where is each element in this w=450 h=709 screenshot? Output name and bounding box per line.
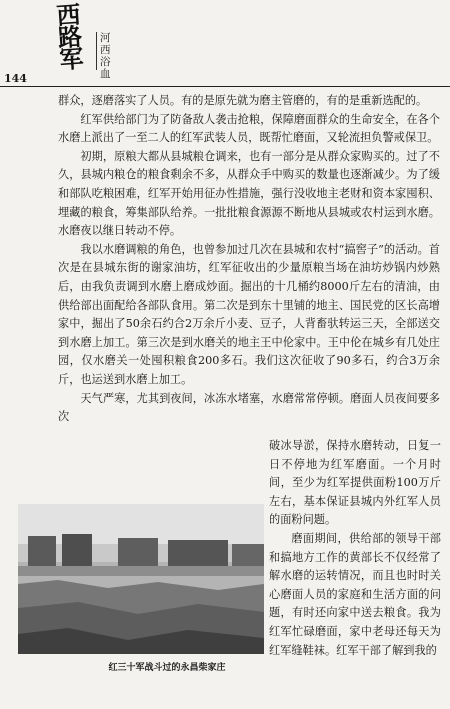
logo-char: 军 xyxy=(58,43,83,75)
photo-illustration xyxy=(18,504,264,654)
logo-char: 西 xyxy=(55,0,80,31)
paragraph: 群众，逐磨落实了人员。有的是原先就为磨主管磨的，有的是重新选配的。 xyxy=(58,94,428,107)
page-number: 144 xyxy=(4,72,27,85)
wrapped-text xyxy=(269,437,441,660)
paragraph: 我以水磨调粮的角色，也曾参加过几次在县城和农村“搞窖子”的活动。首次是在县城东街的谢家油坊，红军征收出的少量原粮当场在油坊炒锅内炒熟后，由我负责调到水磨上磨成炒面。掘出的十几桶约8000斤左右的清油，由供给部出面配给各部队食用。第二次是到东十里铺的地主、国民党的区长高增家中，掘出了50余石约合2万余斤小麦、豆子，人背畜驮转运三天，全部送交到水磨上加工。第三次是到水磨关的地主王中伦家中。王中伦在城乡有几处庄园，仅水磨关一处囤积粮食200多石。我们这次征收了90多石，约合3万余斤，也运送到水磨上加工。 xyxy=(58,242,440,386)
paragraph: 磨面期间，供给部的领导干部和搞地方工作的黄部长不仅经常了解水磨的运转情况，而且也时时关心磨面人员的家庭和生活方面的问题，有时还向家中送去粮食。我为红军忙碌磨面，家中老母还每天为红军缝鞋袜。红军干部了解到我的 xyxy=(269,531,441,657)
paragraph: 红军供给部门为了防备敌人袭击抢粮，保障磨面群众的生命安全，在各个水磨上派出了一至二人的红军武装人员，既帮忙磨面，又轮流担负警戒保卫。 xyxy=(58,112,440,145)
paragraph: 初期，原粮大都从县城粮仓调来，也有一部分是从群众家购买的。过了不久，县城内粮仓的粮食剩余不多，从群众手中购买的数量也逐渐减少。为了缓和部队吃粮困难，红军开始用征办性措施，强行没收地主老财和资本家囤积、埋藏的粮食，筹集部队给养。一批批粮食源源不断地从县城或农村运到水磨。水磨夜以继日转动不停。 xyxy=(58,149,440,238)
paragraph: 天气严寒，尤其到夜间，冰冻水堵塞，水磨常常停顿。磨面人员夜间要多次 xyxy=(58,391,440,424)
paragraph: 破冰导淤，保持水磨转动，日复一日不停地为红军磨面。一个月时间，至少为红军提供面粉100万斤左右，基本保证县城内外红军人员的面粉问题。 xyxy=(269,439,441,527)
section-subtitle: 河西浴血 xyxy=(96,32,112,70)
photo-caption: 红三十军战斗过的永昌柴家庄 xyxy=(108,663,226,673)
header-divider xyxy=(0,86,450,87)
historical-photo xyxy=(18,504,264,654)
series-logo xyxy=(55,0,101,75)
body-text xyxy=(58,92,440,427)
logo-char: 路 xyxy=(57,21,81,53)
